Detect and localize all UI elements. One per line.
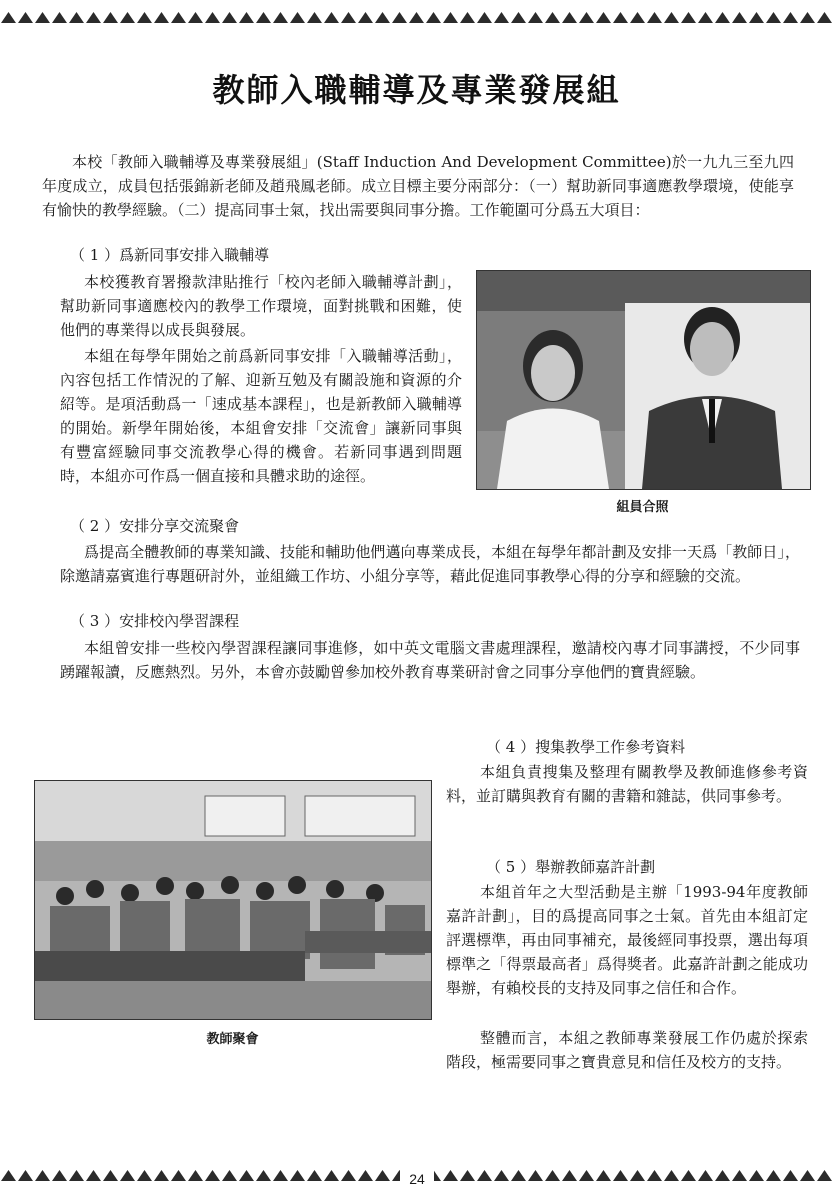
section-4-heading: （ 4 ）搜集教學工作參考資料	[486, 738, 686, 756]
section-2-heading: （ 2 ）安排分享交流聚會	[70, 517, 240, 535]
section-3-paragraph: 本組曾安排一些校內學習課程讓同事進修，如中英文電腦文書處理課程，邀請校內專才同事講授，不少同事踴躍報讀，反應熱烈。另外，本會亦鼓勵曾參加校外教育專業研討會之同事分享他們的寶貴經驗。	[60, 639, 800, 681]
section-3-heading: （ 3 ）安排校內學習課程	[70, 612, 240, 630]
section-2-paragraph: 爲提高全體教師的專業知識、技能和輔助他們邁向專業成長，本組在每學年都計劃及安排一天爲「教師日」，除邀請嘉賓進行專題研討外，並組織工作坊、小組分享等，藉此促進同事教學心得的分享和經驗的交流。	[60, 543, 800, 585]
members-photo	[476, 270, 811, 490]
section-5-paragraph-1: 本組首年之大型活動是主辦「1993-94年度教師嘉許計劃」，目的爲提高同事之士氣。首先由本組訂定評選標準，再由同事補充，最後經同事投票，選出每項標準之「得票最高者」爲得獎者。此嘉許計劃之能成功舉辦，有賴校長的支持及同事之信任和合作。	[446, 883, 808, 997]
members-photo-caption: 組員合照	[616, 500, 669, 515]
section-1-paragraph-1: 本校獲教育署撥款津貼推行「校內老師入職輔導計劃」，幫助新同事適應校內的教學工作環境，面對挑戰和困難，使他們的專業得以成長與發展。	[60, 273, 462, 339]
top-triangle-border-icon	[0, 10, 833, 24]
section-5-heading: （ 5 ）舉辦教師嘉許計劃	[486, 858, 656, 876]
page-number: 24	[400, 1170, 434, 1188]
section-1-heading: （ 1 ）爲新同事安排入職輔導	[70, 246, 270, 264]
gathering-photo	[34, 780, 432, 1020]
intro-paragraph: 本校「教師入職輔導及專業發展組」(Staff Induction And Development Committee)於一九九三至九四年度成立，成員包括張錦新老師及趙飛鳳老師。成立目標主要分兩部分：（一）幫助新同事適應教學環境，使能享有愉快的教學經驗。（二）提高同事士氣，找出需要與同事分擔。工作範圍可分爲五大項目：	[42, 153, 794, 219]
section-4-paragraph: 本組負責搜集及整理有關教學及教師進修參考資料，並訂購與教育有關的書籍和雜誌，供同事參考。	[446, 763, 808, 805]
top-triangle-border	[0, 10, 833, 24]
section-5-paragraph-2: 整體而言，本組之教師專業發展工作仍處於探索階段，極需要同事之寶貴意見和信任及校方的支持。	[446, 1029, 808, 1071]
section-1-paragraph-2: 本組在每學年開始之前爲新同事安排「入職輔導活動」，內容包括工作情況的了解、迎新互勉及有關設施和資源的介紹等。是項活動爲一「速成基本課程」，也是新教師入職輔導的開始。新學年開始後，本組會安排「交流會」讓新同事與有豐富經驗同事交流教學心得的機會。若新同事遇到問題時，本組亦可作爲一個直接和具體求助的途徑。	[60, 347, 462, 485]
members-photo-image	[477, 271, 810, 489]
page-title: 教師入職輔導及專業發展組	[212, 71, 621, 109]
gathering-photo-image	[35, 781, 431, 1019]
gathering-photo-caption: 教師聚會	[206, 1032, 259, 1047]
